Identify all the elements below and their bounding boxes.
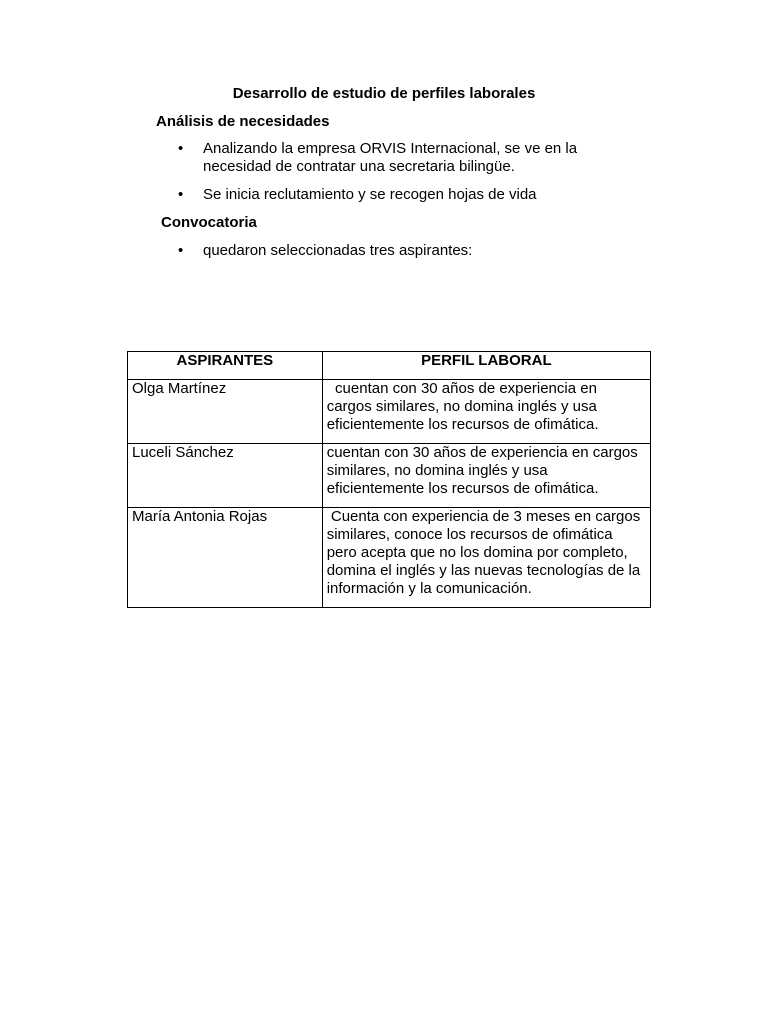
bullet-text: quedaron seleccionadas tres aspirantes:: [203, 242, 473, 259]
table-header-row: [128, 352, 651, 380]
section-heading-call: Convocatoria: [161, 214, 257, 231]
applicant-profile-text: cuentan con 30 años de experiencia en cargos similares, no domina inglés y usa eficientemente los recursos de ofimática.: [326, 444, 642, 497]
bullet-item: [178, 186, 618, 206]
applicant-profile-text: cuentan con 30 años de experiencia en cargos similares, no domina inglés y usa eficientemente los recursos de ofimática.: [326, 380, 602, 433]
table-row: [128, 444, 651, 508]
applicants-table: [127, 351, 651, 608]
applicant-name: [128, 444, 323, 508]
applicant-name-text: Olga Martínez: [132, 380, 227, 397]
document-title: Desarrollo de estudio de perfiles laborales: [232, 85, 536, 102]
bullet-icon: •: [178, 186, 184, 203]
section-heading-needs-analysis: Análisis de necesidades: [156, 113, 330, 130]
applicant-profile: [322, 380, 650, 444]
column-header-applicants: ASPIRANTES: [128, 352, 323, 380]
bullet-item: [178, 242, 618, 262]
table-row: [128, 508, 651, 608]
applicant-name-text: Luceli Sánchez: [132, 444, 234, 461]
applicant-profile-text: Cuenta con experiencia de 3 meses en cargos similares, conoce los recursos de ofimática pero acepta que no los domina por completo, domina el inglés y las nuevas tecnologías de la información y la comunicación.: [326, 508, 645, 597]
bullet-item: [178, 140, 618, 180]
bullet-icon: •: [178, 140, 184, 157]
applicant-name: [128, 508, 323, 608]
applicant-profile: [322, 508, 650, 608]
applicant-profile: [322, 444, 650, 508]
column-header-profile: PERFIL LABORAL: [322, 352, 650, 380]
bullet-text: Analizando la empresa ORVIS Internacional, se ve en la necesidad de contratar una secretaria bilingüe.: [203, 140, 578, 175]
bullet-icon: •: [178, 242, 184, 259]
table-row: [128, 380, 651, 444]
applicant-name: [128, 380, 323, 444]
applicant-name-text: María Antonia Rojas: [132, 508, 268, 525]
bullet-text: Se inicia reclutamiento y se recogen hojas de vida: [203, 186, 537, 203]
